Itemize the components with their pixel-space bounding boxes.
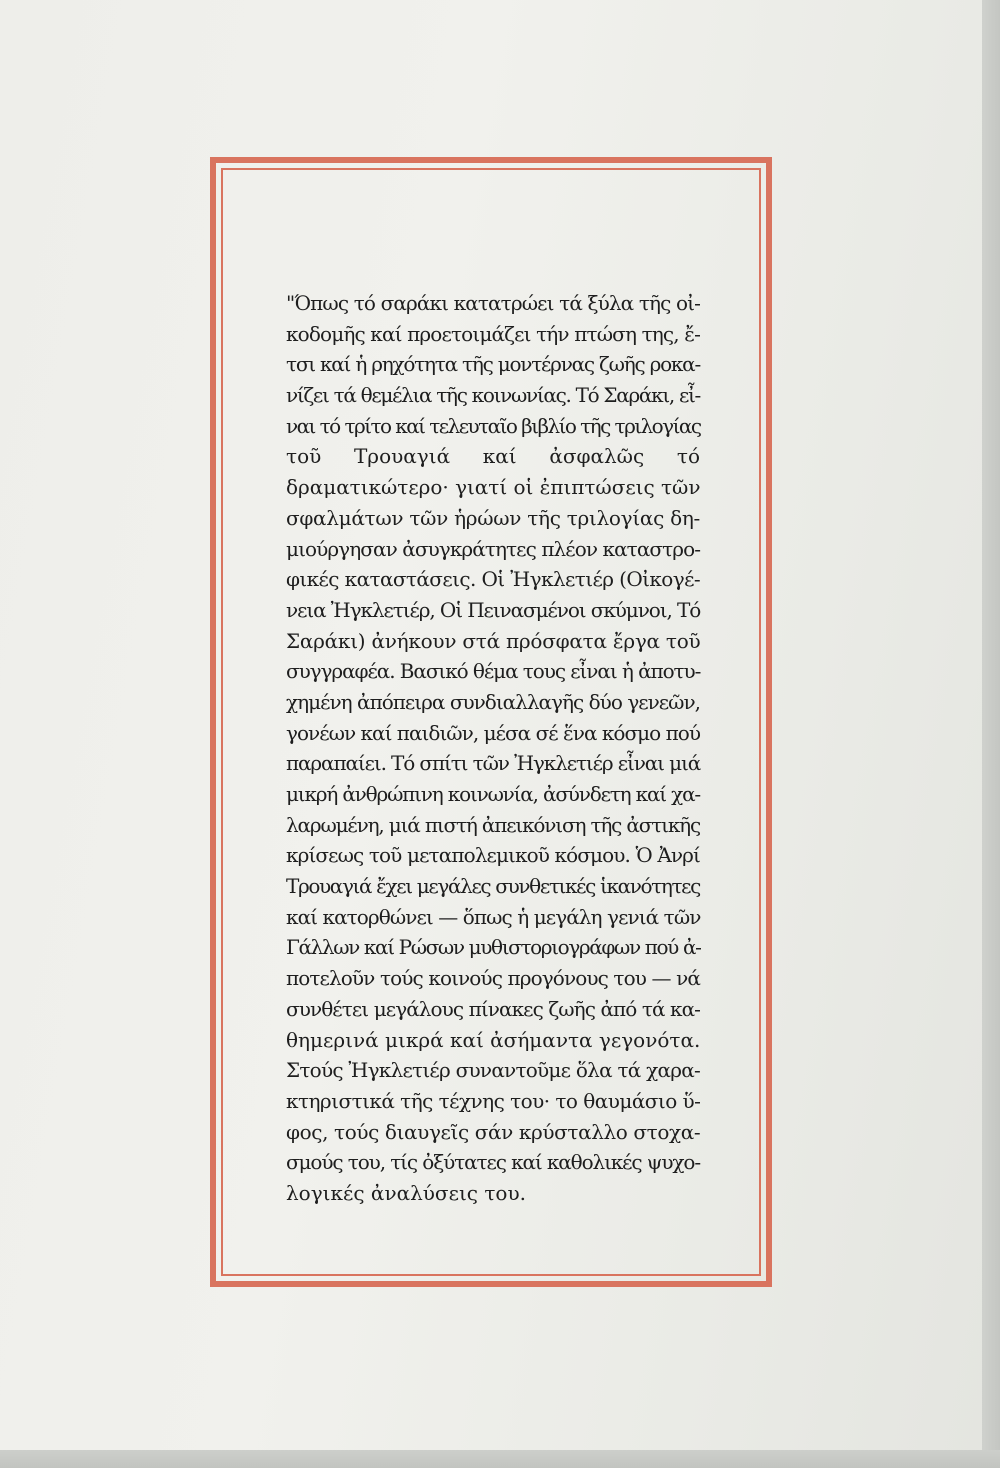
blurb-line: τοῦ Τρουαγιά καί ἀσφαλῶς τό (286, 444, 700, 469)
blurb-line: ναι τό τρίτο καί τελευταῖο βιβλίο τῆς τριλογίας (286, 413, 701, 438)
blurb-line: φος, τούς διαυγεῖς σάν κρύσταλλο στοχα- (286, 1119, 701, 1144)
blurb-line: κοδομῆς καί προετοιμάζει τήν πτώση της, ἔ- (286, 321, 701, 346)
blurb-line: λογικές ἀναλύσεις του. (286, 1180, 526, 1205)
blurb-line: σμούς του, τίς ὀξύτατες καί καθολικές ψυχο- (286, 1150, 700, 1175)
blurb-line: παραπαίει. Τό σπίτι τῶν Ἠγκλετιέρ εἶναι μιά (286, 751, 701, 776)
blurb-line: Γάλλων καί Ρώσων μυθιστοριογράφων πού ἀ- (286, 935, 701, 960)
blurb-line: τσι καί ἡ ρηχότητα τῆς μοντέρνας ζωῆς ροκα- (286, 352, 700, 377)
blurb-line: καί κατορθώνει — ὅπως ἡ μεγάλη γενιά τῶν (286, 904, 701, 929)
blurb-line: Στούς Ἠγκλετιέρ συναντοῦμε ὅλα τά χαρα- (286, 1058, 700, 1083)
cover-right-edge (982, 0, 1000, 1468)
blurb-line: "Όπως τό σαράκι κατατρώει τά ξύλα τῆς οἰ- (286, 291, 700, 315)
blurb-line: λαρωμένη, μιά πιστή ἀπεικόνιση τῆς ἀστικῆς (286, 812, 700, 837)
blurb-line: νεια Ἠγκλετιέρ, Οἱ Πεινασμένοι σκύμνοι, Τό (286, 597, 701, 622)
blurb-line: κτηριστικά τῆς τέχνης του· το θαυμάσιο ὕ- (286, 1088, 701, 1113)
blurb-line: συνθέτει μεγάλους πίνακες ζωῆς ἀπό τά κα- (286, 996, 700, 1021)
blurb-line: κρίσεως τοῦ μεταπολεμικοῦ κόσμου. Ὁ Ἀνρί (286, 843, 700, 868)
blurb-line: θημερινά μικρά καί ἀσήμαντα γεγονότα. (286, 1027, 701, 1052)
blurb-line: συγγραφέα. Βασικό θέμα τους εἶναι ἡ ἀποτυ- (286, 659, 701, 684)
blurb-line: Τρουαγιά ἔχει μεγάλες συνθετικές ἱκανότητες (286, 874, 700, 899)
blurb-line: χημένη ἀπόπειρα συνδιαλλαγῆς δύο γενεῶν, (286, 689, 700, 714)
cover-bottom-edge (0, 1450, 1000, 1468)
blurb-line: φικές καταστάσεις. Οἱ Ἠγκλετιέρ (Οἰκογέ- (286, 567, 700, 592)
blurb-line: ποτελοῦν τούς κοινούς προγόνους του — νά (286, 966, 700, 991)
blurb-line: γονέων καί παιδιῶν, μέσα σέ ἕνα κόσμο πού (286, 720, 701, 745)
blurb-line: Σαράκι) ἀνήκουν στά πρόσφατα ἔργα τοῦ (286, 628, 701, 653)
blurb-line: νίζει τά θεμέλια τῆς κοινωνίας. Τό Σαράκι, εἶ- (286, 383, 701, 408)
blurb-line: δραματικώτερο· γιατί οἱ ἐπιπτώσεις τῶν (286, 475, 701, 500)
blurb-text (286, 288, 700, 1209)
blurb-line: μικρή ἀνθρώπινη κοινωνία, ἀσύνδετη καί χα- (286, 782, 700, 806)
blurb-line: σφαλμάτων τῶν ἡρώων τῆς τριλογίας δη- (286, 505, 700, 530)
blurb-line: μιούργησαν ἀσυγκράτητες πλέον καταστρο- (286, 536, 701, 561)
